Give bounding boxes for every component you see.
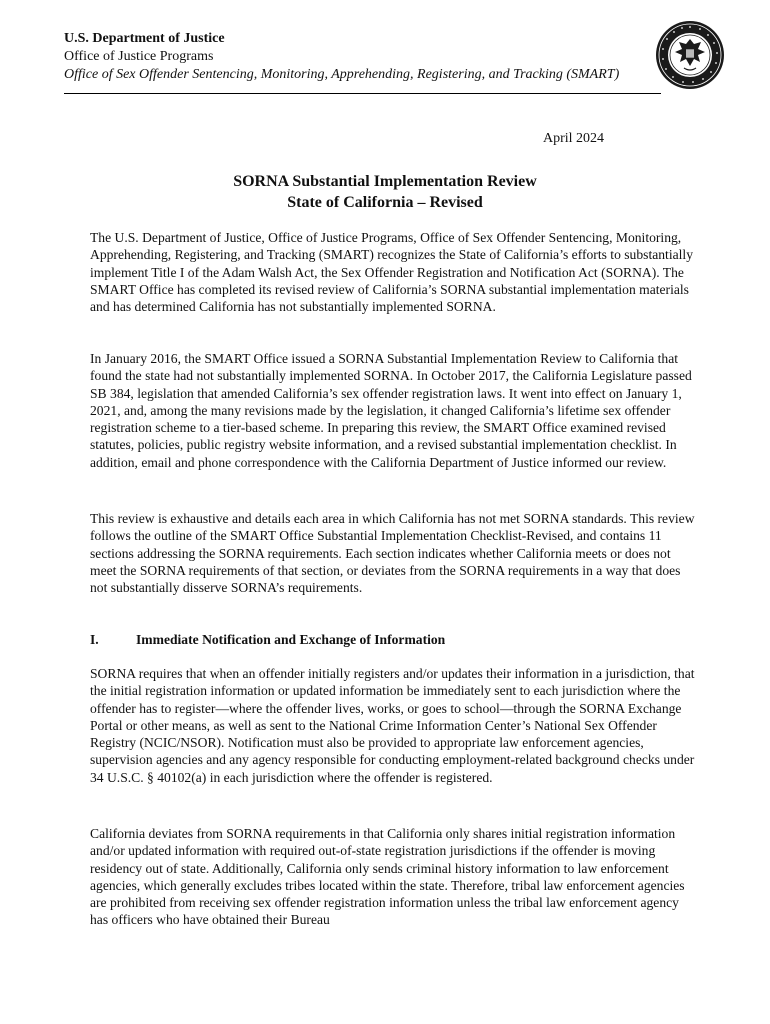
section-heading: [90, 632, 445, 648]
paragraph-intro: The U.S. Department of Justice, Office of Justice Programs, Office of Sex Offender Sentencing, Monitoring, Apprehending, Registering, and Tracking (SMART) recognizes the State of California’s efforts to substantially implement Title I of the Adam Walsh Act, the Sex Offender Registration and Notification Act (SORNA). The SMART Office has completed its revised review of California’s SORNA substantial implementation materials and has determined California has not substantially implemented SORNA.: [90, 230, 693, 315]
letterhead-rule: [64, 93, 661, 94]
letterhead: [64, 30, 664, 84]
paragraph-deviation: California deviates from SORNA requirements in that California only shares initial registration information and/or updated information with required out-of-state registration jurisdictions if the offender is moving residency out of state. Additionally, California only sends criminal history information to law enforcement agencies, which generally excludes tribes located within the state. Therefore, tribal law enforcement agencies are prohibited from receiving sex offender registration information unless the tribal law enforcement agency has officers who have obtained their Bureau: [90, 826, 685, 928]
program-name: Office of Justice Programs: [64, 49, 214, 64]
paragraph-requirement: SORNA requires that when an offender initially registers and/or updates their information in a jurisdiction, that the initial registration information or updated information be immediately sent to each jurisdiction where the offender has to register—where the offender lives, works, or goes to school—through the SORNA Exchange Portal or other means, as well as sent to the National Crime Information Center’s National Sex Offender Registry (NCIC/NSOR). Notification must also be provided to appropriate law enforcement agencies, supervision agencies and any agency responsible for conducting employment-related background checks under 34 U.S.C. § 40102(a) in each jurisdiction where the offender is registered.: [90, 666, 695, 785]
document-subtitle: State of California – Revised: [287, 194, 483, 211]
department-name: U.S. Department of Justice: [64, 31, 225, 46]
section-title: Immediate Notification and Exchange of Information: [136, 632, 446, 647]
office-name: Office of Sex Offender Sentencing, Monitoring, Apprehending, Registering, and Tracking (SMART): [64, 67, 620, 82]
document-date: April 2024: [543, 131, 605, 146]
paragraph-history: In January 2016, the SMART Office issued a SORNA Substantial Implementation Review to California that found the state had not substantially implemented SORNA. In October 2017, the California Legislature passed SB 384, legislation that amended California’s sex offender registration laws. It went into effect on January 1, 2021, and, among the many revisions made by the legislation, it changed California’s lifetime sex offender registration scheme to a tier-based scheme. In preparing this review, the SMART Office examined revised statutes, policies, public registry website information, and a revised substantial implementation checklist. In addition, email and phone correspondence with the California Department of Justice informed our review.: [90, 351, 692, 470]
doj-seal-icon: [655, 20, 725, 90]
paragraph-scope: This review is exhaustive and details each area in which California has not met SORNA standards. This review follows the outline of the SMART Office Substantial Implementation Checklist-Revised, and contains 11 sections addressing the SORNA requirements. Each section indicates whether California meets or does not meet the SORNA requirements of that section, or deviates from the SORNA requirements in a way that does not substantially disserve SORNA’s requirements.: [90, 511, 695, 596]
document-title: SORNA Substantial Implementation Review: [233, 173, 537, 190]
section-number: I.: [90, 632, 99, 647]
